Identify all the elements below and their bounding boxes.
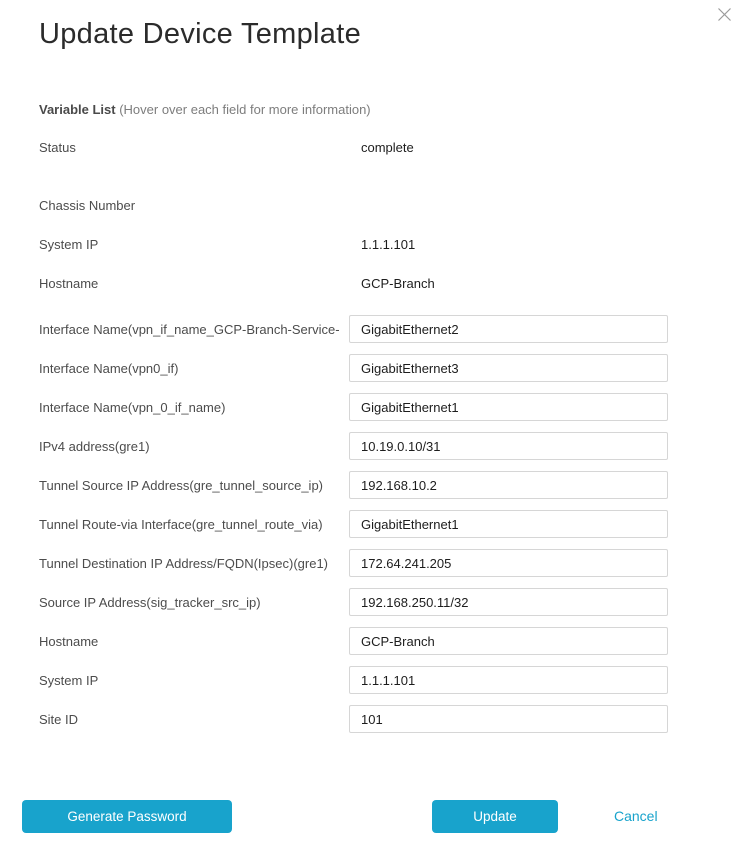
dialog-title: Update Device Template bbox=[39, 18, 362, 50]
input-field-row bbox=[39, 549, 719, 577]
field-value: 1.1.1.101 bbox=[361, 237, 416, 252]
update-button[interactable]: Update bbox=[432, 800, 558, 833]
field-input[interactable] bbox=[349, 666, 668, 694]
static-field-row bbox=[39, 276, 719, 292]
field-input[interactable] bbox=[349, 705, 668, 733]
input-field-row bbox=[39, 588, 719, 616]
field-input[interactable] bbox=[349, 393, 668, 421]
field-input[interactable] bbox=[349, 315, 668, 343]
generate-password-button[interactable]: Generate Password bbox=[22, 800, 232, 833]
field-input[interactable] bbox=[349, 549, 668, 577]
field-label: Status bbox=[39, 140, 76, 155]
variable-list-hint: (Hover over each field for more information) bbox=[115, 102, 371, 117]
input-field-row bbox=[39, 705, 719, 733]
input-field-row bbox=[39, 432, 719, 460]
field-label: Interface Name(vpn0_if) bbox=[39, 360, 179, 376]
static-field-row bbox=[39, 237, 719, 253]
field-label: Interface Name(vpn_if_name_GCP-Branch-Service- bbox=[39, 321, 340, 337]
static-field-row bbox=[39, 198, 719, 214]
field-input[interactable] bbox=[349, 588, 668, 616]
input-field-row bbox=[39, 510, 719, 538]
field-value: complete bbox=[361, 140, 414, 155]
input-field-row bbox=[39, 471, 719, 499]
field-label: IPv4 address(gre1) bbox=[39, 438, 150, 454]
input-field-row bbox=[39, 393, 719, 421]
field-label: Interface Name(vpn_0_if_name) bbox=[39, 399, 226, 415]
close-x-glyph bbox=[717, 7, 732, 22]
field-input[interactable] bbox=[349, 354, 668, 382]
field-label: Hostname bbox=[39, 633, 99, 649]
cancel-link[interactable]: Cancel bbox=[614, 808, 658, 824]
field-value: GCP-Branch bbox=[361, 276, 435, 291]
field-label: Chassis Number bbox=[39, 198, 136, 213]
variable-rows bbox=[39, 140, 719, 744]
input-rows bbox=[39, 315, 719, 733]
input-field-row bbox=[39, 354, 719, 382]
variable-list-header bbox=[39, 102, 371, 117]
field-label: Tunnel Source IP Address(gre_tunnel_source_ip) bbox=[39, 477, 324, 493]
field-input[interactable] bbox=[349, 510, 668, 538]
field-label: Source IP Address(sig_tracker_src_ip) bbox=[39, 594, 261, 610]
input-field-row bbox=[39, 315, 719, 343]
close-icon[interactable] bbox=[715, 5, 733, 23]
field-label: System IP bbox=[39, 672, 99, 688]
dialog-footer bbox=[0, 800, 752, 833]
static-rows bbox=[39, 140, 719, 292]
static-field-row bbox=[39, 140, 719, 156]
field-label: Hostname bbox=[39, 276, 99, 291]
input-field-row bbox=[39, 666, 719, 694]
field-input[interactable] bbox=[349, 432, 668, 460]
field-label: Tunnel Route-via Interface(gre_tunnel_route_via) bbox=[39, 516, 323, 532]
variable-list-heading: Variable List bbox=[39, 102, 116, 117]
field-label: System IP bbox=[39, 237, 99, 252]
field-label: Site ID bbox=[39, 711, 79, 727]
field-label: Tunnel Destination IP Address/FQDN(Ipsec)(gre1) bbox=[39, 555, 329, 571]
input-field-row bbox=[39, 627, 719, 655]
field-input[interactable] bbox=[349, 471, 668, 499]
field-input[interactable] bbox=[349, 627, 668, 655]
